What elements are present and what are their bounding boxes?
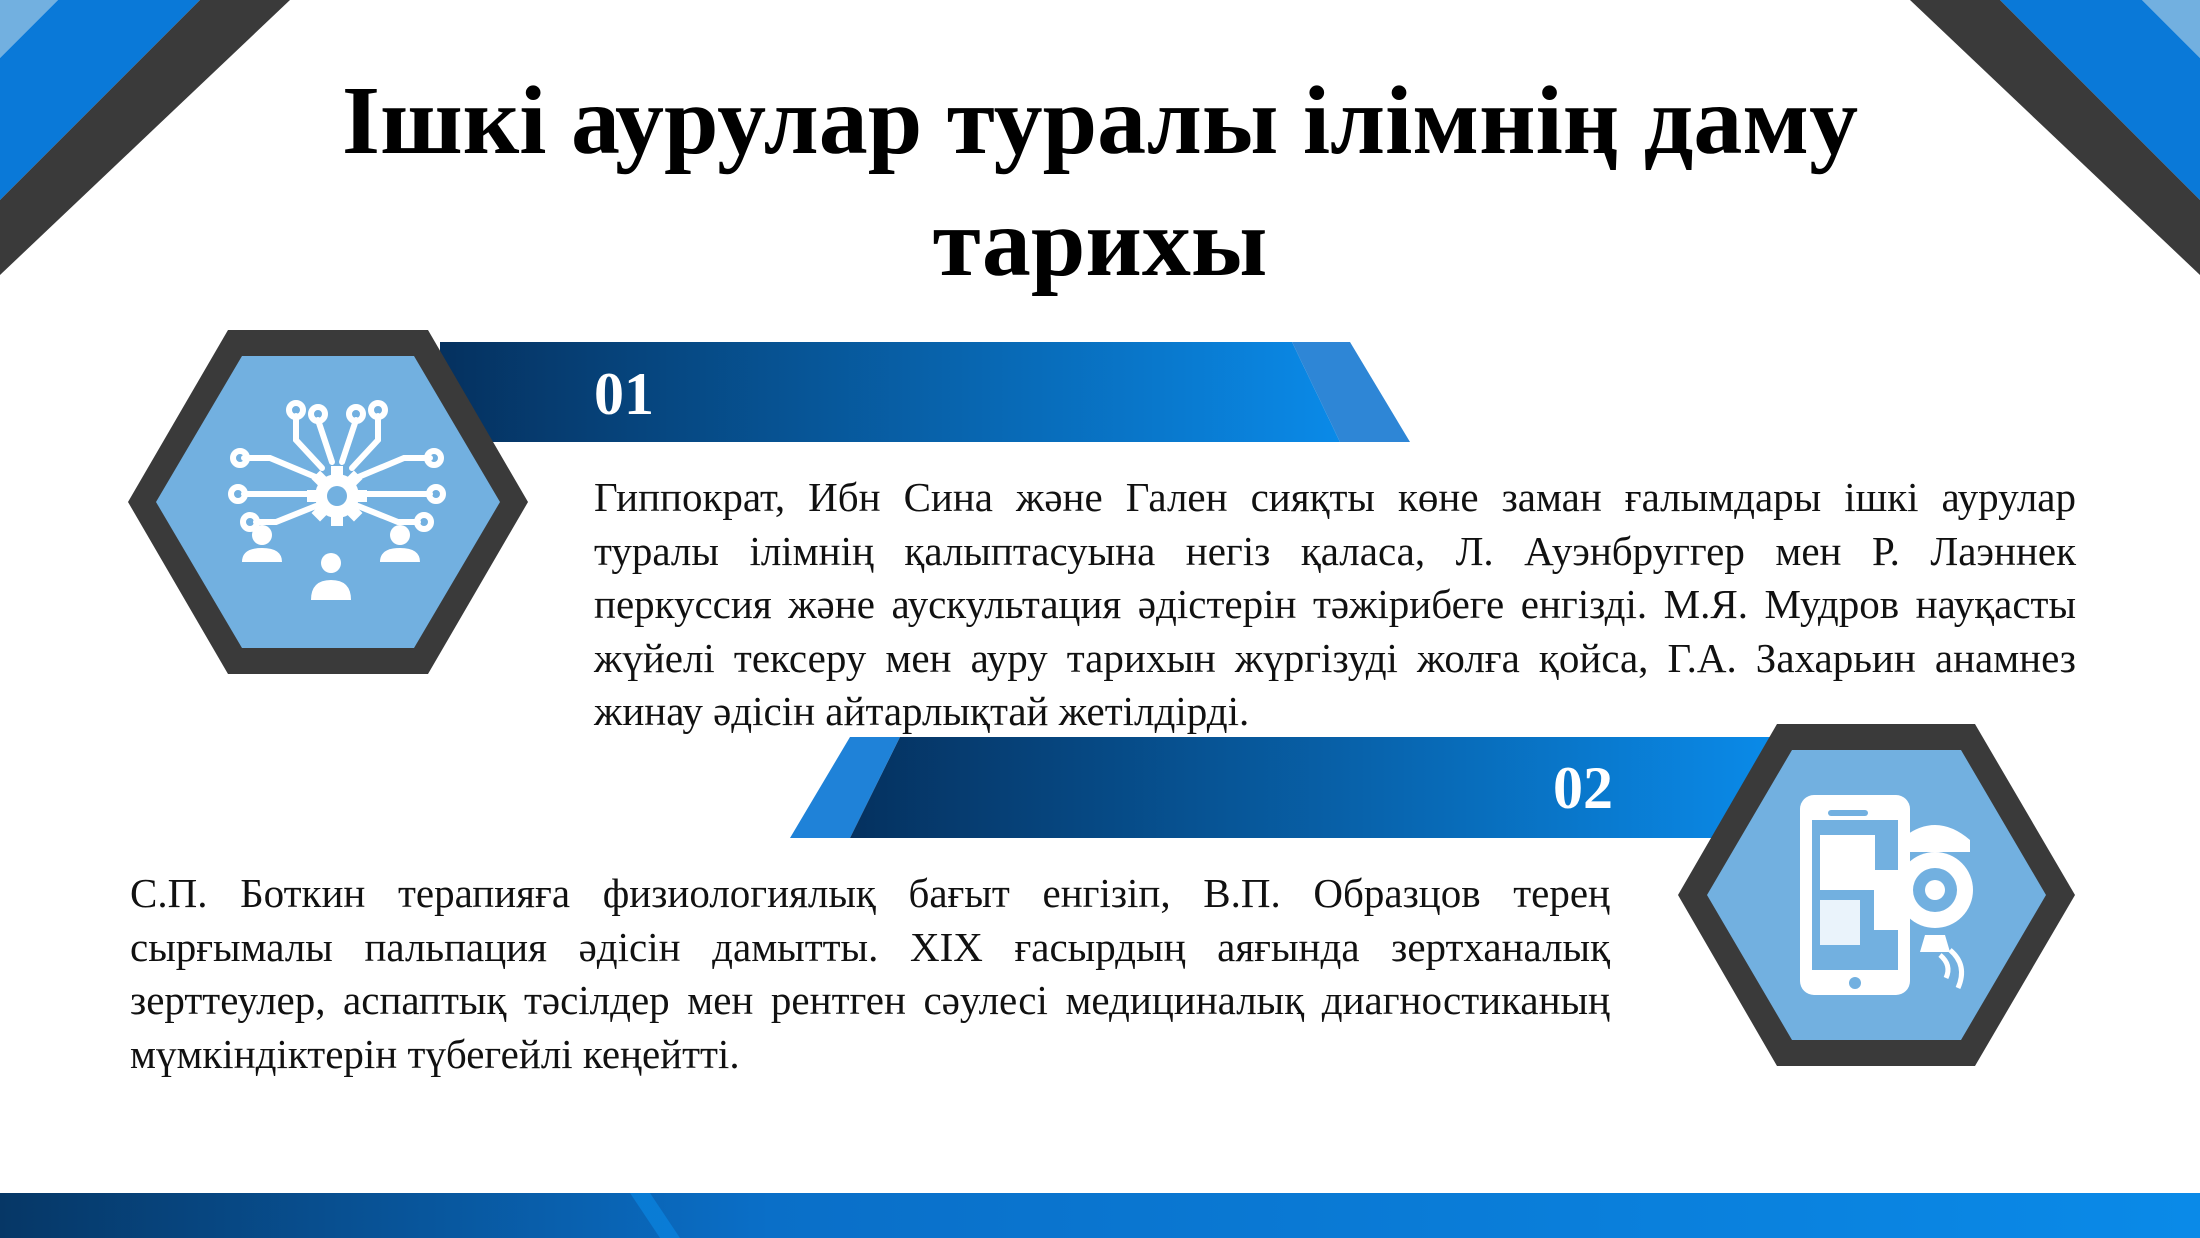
- section-02-text: С.П. Боткин терапияға физиологиялық бағыт енгізіп, В.П. Образцов терең сырғымалы пальпация әдісін дамытты. XIX ғасырдың аяғында зертханалық зерттеулер, аспаптық тәсілдер мен рентген сәулесі медициналық диагностиканың мүмкіндіктерін түбегейлі кеңейтті.: [130, 870, 1610, 1077]
- corner-decoration-top-right: [1910, 0, 2200, 275]
- section-01-text: Гиппократ, Ибн Сина және Гален сияқты көне заман ғалымдары ішкі аурулар туралы ілімнің қалыптасуына негіз қаласа, Л. Ауэнбруггер мен Р. Лаэннек перкуссия және аускультация әдістерін тәжірибеге енгізді. М.Я. Мудров науқасты жүйелі тексеру мен ауру тарихын жүргізуді жолға қойса, Г.А. Захарьин анамнез жинау әдісін айтарлықтай жетілдірді.: [594, 474, 2076, 734]
- corner-decoration-top-left: [0, 0, 290, 275]
- bottom-bar: [0, 1193, 2200, 1238]
- gear-icon: [307, 466, 367, 526]
- page-title: Ішкі аурулар туралы ілімнің даму тарихы: [341, 67, 1859, 297]
- section-01-ribbon: [440, 342, 1410, 442]
- section-number-01: 01: [594, 361, 654, 427]
- section-number-02: 02: [1553, 755, 1613, 821]
- section-02-ribbon: [790, 737, 1770, 838]
